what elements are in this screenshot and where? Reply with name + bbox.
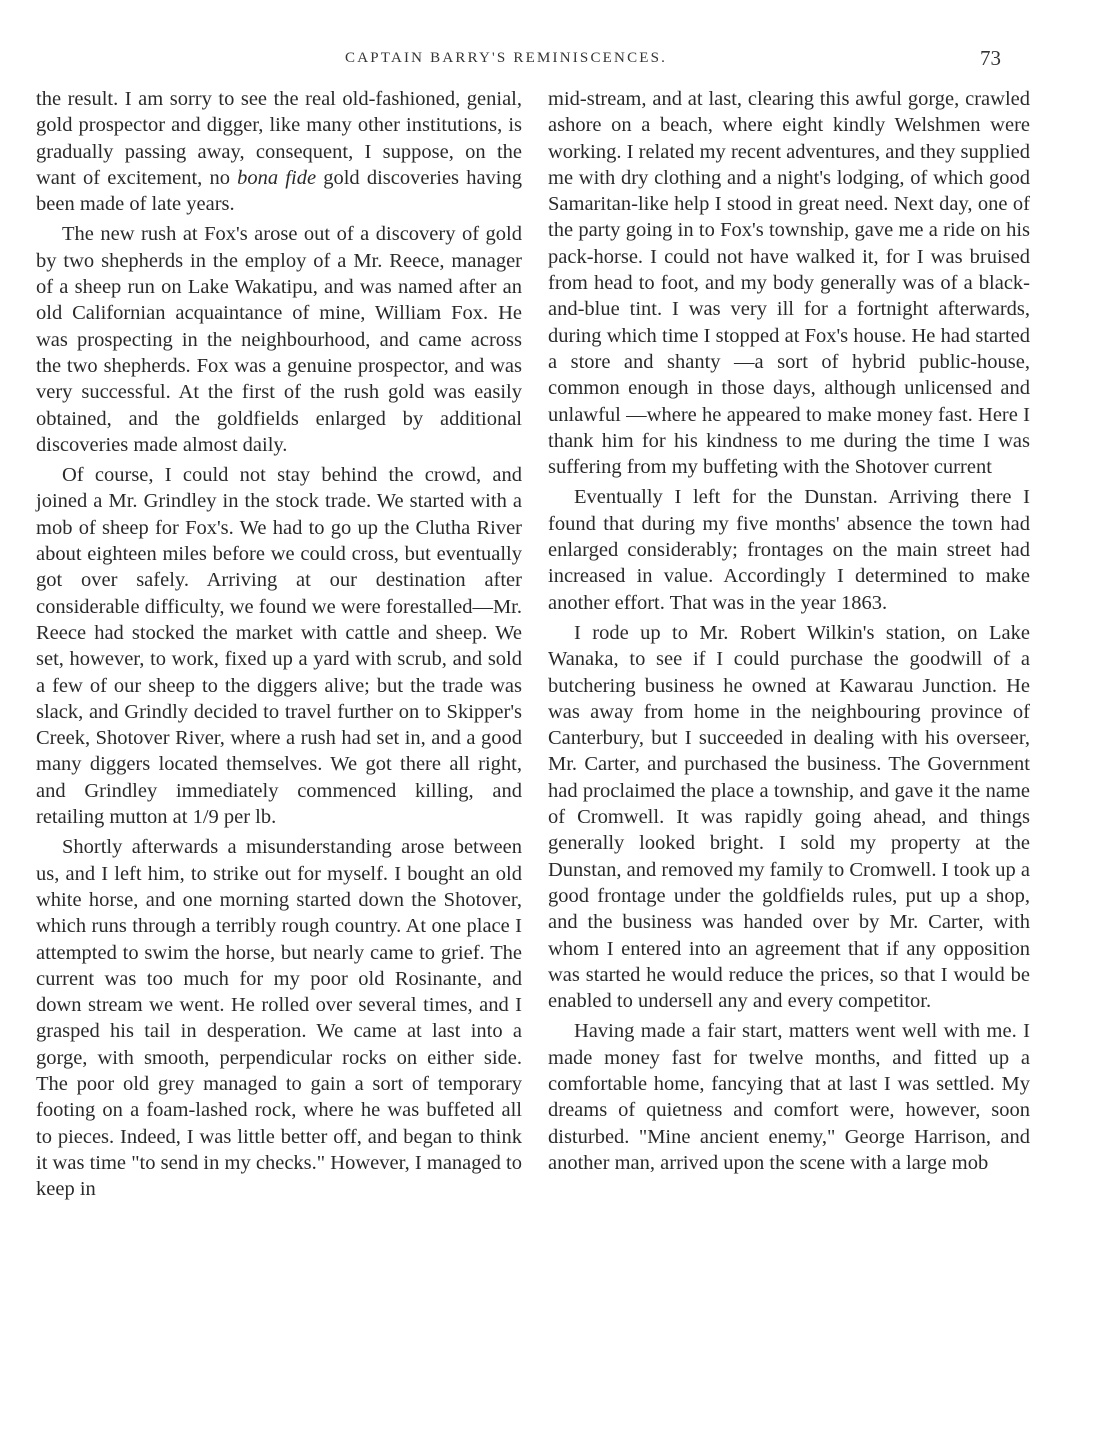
right-paragraph-4: Having made a fair start, matters went well with me. I made money fast for twelve months, and fitted up a comfortable home, fancying that at last I was settled. My dreams of quietness and comfort were, however, soon disturbed. "Mine ancient enemy," George Harrison, and another man, arrived upon the scene with a large mob [548, 1020, 1030, 1174]
right-paragraph-1: mid-stream, and at last, clearing this awful gorge, crawled ashore on a beach, where eight kindly Welshmen were working. I related my recent adventures, and they supplied me with dry clothing and a night's lodging, of which good Samaritan-like help I stood in great need. Next day, one of the party going in to Fox's township, gave me a ride on his pack-horse. I could not have walked it, for I was bruised from head to foot, and my body generally was of a black-and-blue tint. I was very ill for a fortnight afterwards, during which time I stopped at Fox's house. He had started a store and shanty —a sort of hybrid public-house, common enough in those days, although unlicensed and unlawful —where he appeared to make money fast. Here I thank him for his kindness to me during the time I was suffering from my buffeting with the Shotover current [548, 88, 1030, 479]
right-column [548, 86, 1030, 1176]
left-paragraph-2: The new rush at Fox's arose out of a discovery of gold by two shepherds in the employ of a Mr. Reece, manager of a sheep run on Lake Wakatipu, and was named after an old Californian acquaintance of mine, William Fox. He was prospecting in the neighbourhood, and came across the two shepherds. Fox was a genuine prospector, and was very successful. At the first of the rush gold was easily obtained, and the goldfields enlarged by additional discoveries made almost daily. [36, 223, 522, 456]
left-p1-text-b: gold discoveries having been made of late years. [36, 166, 522, 216]
left-p1-italic: bona fide [237, 166, 317, 189]
running-title: CAPTAIN BARRY'S REMINISCENCES. [345, 50, 668, 66]
right-paragraph-2: Eventually I left for the Dunstan. Arriving there I found that during my five months' absence the town had enlarged considerably; frontages on the main street had increased in value. Accordingly I determined to make another effort. That was in the year 1863. [548, 486, 1030, 614]
running-head [0, 46, 1114, 74]
left-paragraph-1 [36, 86, 522, 217]
left-paragraph-4: Shortly afterwards a misunderstanding arose between us, and I left him, to strike out for myself. I bought an old white horse, and one morning started down the Shotover, which runs through a terribly rough country. At one place I attempted to swim the horse, but nearly came to grief. The current was too much for my poor old Rosinante, and down stream we went. He rolled over several times, and I grasped his tail in desperation. We came at last into a gorge, with smooth, perpendicular rocks on either side. The poor old grey managed to gain a sort of temporary footing on a foam-lashed rock, where he was buffeted all to pieces. Indeed, I was little better off, and began to think it was time "to send in my checks." However, I managed to keep in [36, 836, 522, 1201]
page-number: 73 [980, 46, 1001, 70]
left-paragraph-3: Of course, I could not stay behind the crowd, and joined a Mr. Grindley in the stock trade. We started with a mob of sheep for Fox's. We had to go up the Clutha River about eighteen miles before we could cross, but eventually got over safely. Arriving at our destination after considerable difficulty, we found we were forestalled—Mr. Reece had stocked the market with cattle and sheep. We set, however, to work, fixed up a yard with scrub, and sold a few of our sheep to the diggers alive; but the trade was slack, and Grindly decided to travel further on to Skipper's Creek, Shotover River, where a rush had set in, and a good many diggers located themselves. We got there all right, and Grindley immediately commenced killing, and retailing mutton at 1/9 per lb. [36, 464, 522, 829]
left-p1-text-a: the result. I am sorry to see the real old-fashioned, genial, gold prospector and digger, like many other institutions, is gradually passing away, consequent, I suppose, on the want of excitement, no [36, 88, 522, 189]
right-paragraph-3: I rode up to Mr. Robert Wilkin's station, on Lake Wanaka, to see if I could purchase the goodwill of a butchering business he owned at Kawarau Junction. He was away from home in the neighbouring province of Canterbury, but I succeeded in dealing with his overseer, Mr. Carter, and purchased the business. The Government had proclaimed the place a township, and gave it the name of Cromwell. It was rapidly going ahead, and things generally looked bright. I sold my property at the Dunstan, and removed my family to Cromwell. I took up a good frontage under the goldfields rules, put up a shop, and the business was handed over by Mr. Carter, with whom I entered into an agreement that if any opposition was started he would reduce the prices, so that I would be enabled to undersell any and every competitor. [548, 621, 1030, 1013]
left-column [36, 86, 522, 1202]
